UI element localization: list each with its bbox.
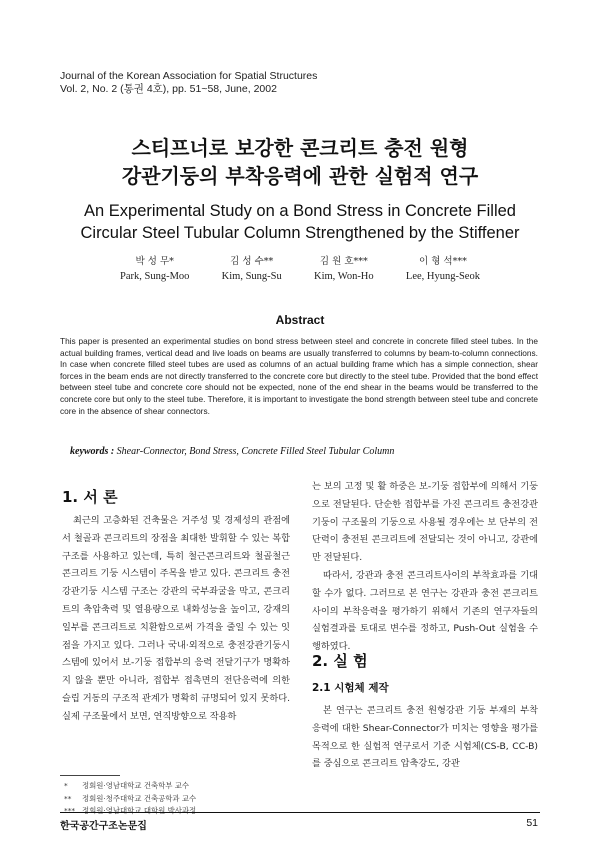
footnote-text: 정회원·영남대학교 건축학부 교수 <box>82 781 190 790</box>
journal-header <box>60 70 317 96</box>
page-number: 51 <box>526 817 538 829</box>
korean-title-line1: 스티프너로 보강한 콘크리트 충전 원형 <box>131 136 469 160</box>
author-english-name: Kim, Won-Ho <box>314 271 374 282</box>
author-english-name: Kim, Sung-Su <box>221 271 282 282</box>
abstract-heading: Abstract <box>275 313 325 327</box>
keywords-label: keywords : <box>70 446 115 457</box>
keywords <box>70 446 394 457</box>
footer-journal-name: 한국공간구조논문집 <box>60 821 147 832</box>
subsection-heading: 2.1 시험체 제작 <box>312 682 389 694</box>
footnote-text: 정회원·영남대학교 대학원 박사과정 <box>82 806 197 815</box>
footer-divider <box>60 812 540 813</box>
footnote-mark: *** <box>64 806 76 815</box>
paragraph-continuation: 는 보의 고정 및 활 하중은 보-기둥 접합부에 의해서 기둥으로 전달된다. 단순한 접합부를 가진 콘크리트 충전강관기둥이 구조물의 기둥으로 사용될 경우에는 보 단부의 전단력이 충전된 콘크리트에 전달되는 것이 아니고, 강관에만 전달된다. <box>312 481 538 564</box>
keywords-text: Shear-Connector, Bond Stress, Concrete Filled Steel Tubular Column <box>116 446 395 457</box>
footnote <box>64 793 196 806</box>
section-heading-introduction: 1. 서 론 <box>62 488 118 506</box>
journal-name: Journal of the Korean Association for Spatial Structures <box>60 70 318 82</box>
paragraph: 최근의 고층화된 건축물은 거주성 및 경제성의 관점에서 철골과 콘크리트의 장점을 최대한 발휘할 수 있는 복합구조를 사용하고 있는데, 특히 철근콘크리트와 철골철근콘크리트 기둥 시스템이 주목을 받고 있다. 콘크리트 충전강관기둥 시스템 구조는 강관의 국부좌굴을 막고, 콘크리트의 축압축력 및 열용량으로 내화성능을 높이고, 강재의 일부를 콘크리트로 치환함으로써 가격을 줄일 수 있는 잇점을 가지고 있다. 그러나 국내·외적으로 충전강관기둥시스템에 있어서 보-기둥 접합부의 응력 전달기구가 명확하지 않을 뿐만 아니라, 접합부 접촉면의 전단응력에 의한 슬립 거동의 구조적 관계가 명확히 규명되어 있지 못하다. 실제 구조물에서 보면, 연직방향으로 작용하 <box>62 515 290 722</box>
author-english-name: Park, Sung-Moo <box>120 271 190 282</box>
english-title-line1: An Experimental Study on a Bond Stress in Concrete Filled <box>84 202 516 220</box>
author-korean-name: 이 형 석*** <box>419 256 467 267</box>
footnote-text: 정회원·청주대학교 건축공학과 교수 <box>82 793 197 803</box>
author-list <box>120 254 480 284</box>
author <box>406 254 480 284</box>
english-title <box>0 200 600 244</box>
paragraph: 따라서, 강관과 충전 콘크리트사이의 부착효과를 기대할 수가 없다. 그러므로 본 연구는 강관과 충전 콘크리트 사이의 부착응력을 평가하기 위해서 기존의 연구자들의 실험결과를 토대로 변수를 정하고, Push-Out 실험을 수행하였다. <box>312 569 538 653</box>
footnote-mark: ** <box>64 793 72 803</box>
korean-title <box>0 134 600 190</box>
author-english-name: Lee, Hyung-Seok <box>405 271 480 282</box>
author-korean-name: 김 성 수** <box>230 256 274 267</box>
experiment-text <box>312 702 538 773</box>
english-title-line2: Circular Steel Tubular Column Strengthened by the Stiffener <box>80 224 520 242</box>
footnote <box>64 780 196 793</box>
right-column-text <box>312 478 538 656</box>
author-korean-name: 박 성 무* <box>135 256 174 267</box>
paragraph: 본 연구는 콘크리트 충전 원형강관 기둥 부재의 부착응력에 대한 Shear-Connector가 미치는 영향을 평가를 목적으로 한 실험적 연구로서 기준 시험체(CS-B, CC-B)를 중심으로 콘크리트 압축강도, 강관 <box>312 705 538 770</box>
author <box>120 254 189 284</box>
footnote-mark: * <box>64 781 68 790</box>
journal-volume: Vol. 2, No. 2 (통권 4호), pp. 51~58, June, 2002 <box>60 83 277 95</box>
author <box>314 254 374 284</box>
section-heading-experiment: 2. 실 험 <box>312 652 368 670</box>
footnote-divider <box>60 775 120 776</box>
left-column-text <box>62 512 290 726</box>
korean-title-line2: 강관기둥의 부착응력에 관한 실험적 연구 <box>121 164 479 188</box>
author-korean-name: 김 원 호*** <box>319 256 368 267</box>
abstract-text: This paper is presented an experimental studies on bond stress between steel and concrete in concrete filled steel tubes. In the actual building frames, vertical dead and live loads on beams are usually transferred to columns by beam-to-column connections. In case when concrete filled steel tubes are used as columns of an actual building frame which has a simple connection, shear forces in the beam ends are not directly transferred to the concrete core but directly to the steel tube. Provided that the bond effect between steel tube and concrete core should not be expected, none of the end shear in the beams would be transferred to the concrete core but only to the steel tube. Therefore, it is important to investigate the bond strength between steel tube and concrete core in the absence of shear connectors. <box>60 336 538 416</box>
author <box>222 254 282 284</box>
